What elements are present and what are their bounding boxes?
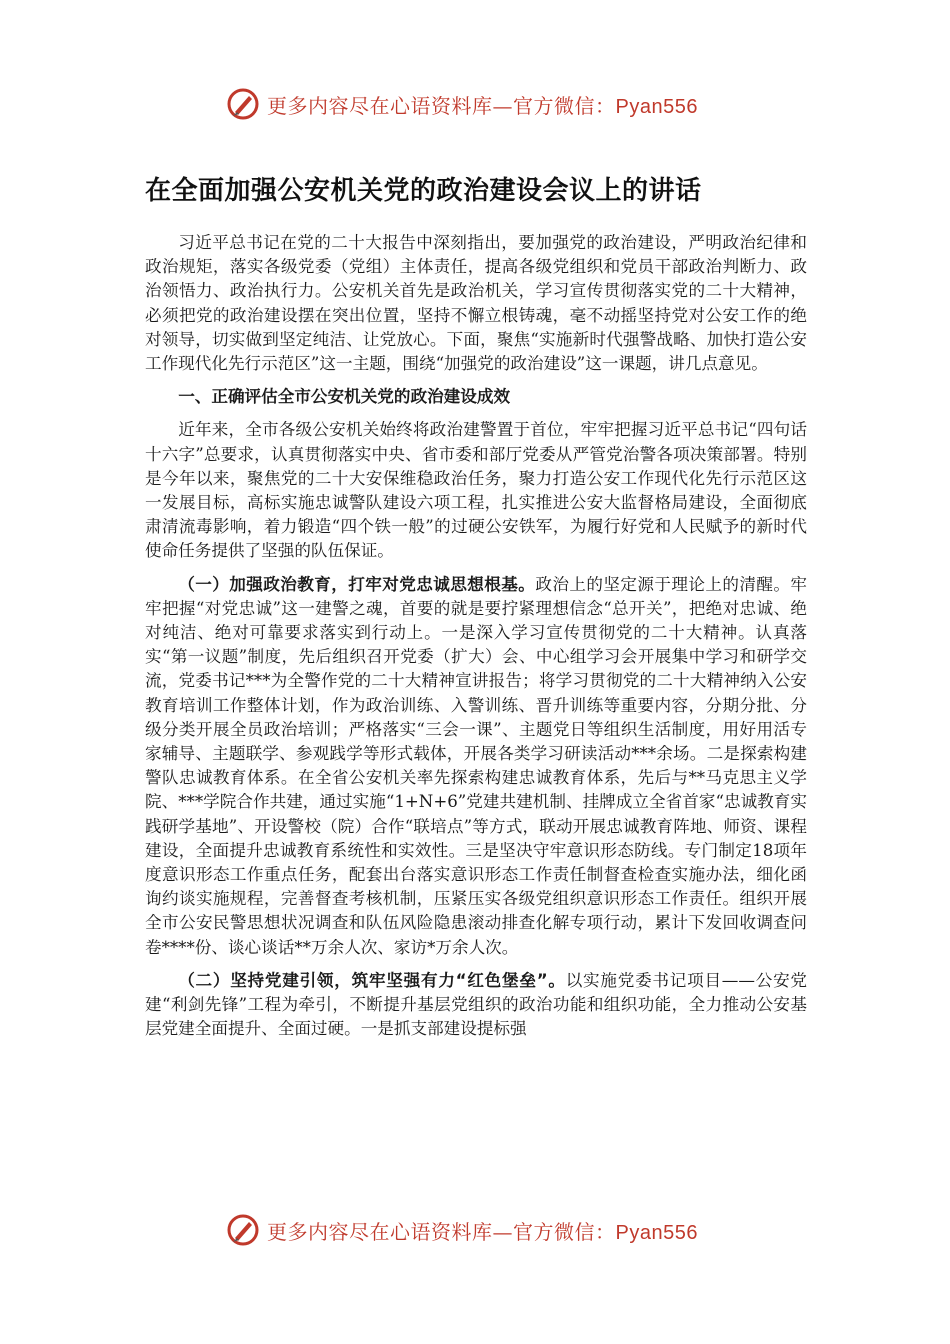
subsection1-lead: （一）加强政治教育，打牢对党忠诚思想根基。	[178, 574, 536, 594]
pen-logo-icon	[225, 86, 261, 122]
watermark-handle: Pyan556	[615, 1221, 698, 1244]
subsection1-paragraph	[145, 573, 807, 960]
subsection1-body: 政治上的坚定源于理论上的清醒。牢牢把握“对党忠诚”这一建警之魂，首要的就是要拧紧理想信念“总开关”，把绝对忠诚、绝对纯洁、绝对可靠要求落实到行动上。一是深入学习宣传贯彻党的二十大精神。认真落实“第一议题”制度，先后组织召开党委（扩大）会、中心组学习会开展集中学习和研学交流，党委书记***为全警作党的二十大精神宣讲报告；将学习贯彻党的二十大精神纳入公安教育培训工作整体计划，作为政治训练、入警训练、晋升训练等重要内容，分期分批、分级分类开展全员政治培训；严格落实“三会一课”、主题党日等组织生活制度，用好用活专家辅导、主题联学、参观践学等形式载体，开展各类学习研读活动***余场。二是探索构建警队忠诚教育体系。在全省公安机关率先探索构建忠诚教育体系，先后与**马克思主义学院、***学院合作共建，通过实施“1+N+6”党建共建机制、挂牌成立全省首家“忠诚教育实践研学基地”、开设警校（院）合作“联培点”等方式，联动开展忠诚教育阵地、师资、课程建设，全面提升忠诚教育系统性和实效性。三是坚决守牢意识形态防线。专门制定18项年度意识形态工作重点任务，配套出台落实意识形态工作责任制督查检查实施办法，细化函询约谈实施规程，完善督查考核机制，压紧压实各级党组织意识形态工作责任。组织开展全市公安民警思想状况调查和队伍风险隐患滚动排查化解专项行动，累计下发回收调查问卷****份、谈心谈话**万余人次、家访*万余人次。	[145, 574, 808, 957]
pen-logo-icon	[225, 1212, 261, 1248]
document-title: 在全面加强公安机关党的政治建设会议上的讲话	[145, 176, 702, 206]
subsection2-body: 以实施党委书记项目——公安党建“利剑先锋”工程为牵引，不断提升基层党组织的政治功能和组织功能，全力推动公安基层党建全面提升、全面过硬。一是抓支部建设提标强	[145, 970, 808, 1039]
watermark-text: 更多内容尽在心语资料库—官方微信：	[267, 1219, 616, 1244]
subsection2-lead: （二）坚持党建引领，筑牢坚强有力“红色堡垒”。	[178, 970, 566, 990]
intro-paragraph: 习近平总书记在党的二十大报告中深刻指出，要加强党的政治建设，严明政治纪律和政治规矩，落实各级党委（党组）主体责任，提高各级党组织和党员干部政治判断力、政治领悟力、政治执行力。公安机关首先是政治机关，学习宣传贯彻落实党的二十大精神，必须把党的政治建设摆在突出位置，坚持不懈立根铸魂，毫不动摇坚持党对公安工作的绝对领导，切实做到坚定纯洁、让党放心。下面，聚焦“实施新时代强警战略、加快打造公安工作现代化先行示范区”这一主题，围绕“加强党的政治建设”这一课题，讲几点意见。	[145, 233, 807, 374]
watermark-header	[225, 84, 698, 124]
watermark-text: 更多内容尽在心语资料库—官方微信：	[267, 93, 616, 118]
watermark-footer	[225, 1210, 698, 1250]
section1-paragraph: 近年来，全市各级公安机关始终将政治建警置于首位，牢牢把握习近平总书记“四句话十六字”总要求，认真贯彻落实中央、省市委和部厅党委从严管党治警各项决策部署。特别是今年以来，聚焦党的二十大安保维稳政治任务，聚力打造公安工作现代化先行示范区这一发展目标，高标实施忠诚警队建设六项工程，扎实推进公安大监督格局建设，全面彻底肃清流毒影响，着力锻造“四个铁一般”的过硬公安铁军，为履行好党和人民赋予的新时代使命任务提供了坚强的队伍保证。	[145, 420, 807, 561]
section-heading-1: 一、正确评估全市公安机关党的政治建设成效	[178, 387, 511, 407]
subsection2-paragraph	[145, 969, 807, 1042]
document-body	[145, 170, 807, 1051]
watermark-handle: Pyan556	[615, 95, 698, 118]
